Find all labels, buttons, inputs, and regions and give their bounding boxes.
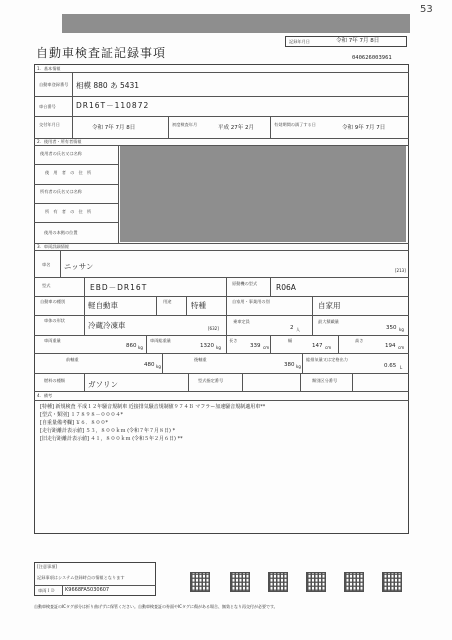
vehicle-kind-value: 軽自動車 [88,301,118,310]
user-address-label: 使 用 者 の 住 所 [45,170,92,175]
width-unit: cm [325,345,332,350]
document-title: 自動車検査証記録事項 [36,46,167,60]
length-unit: cm [263,345,270,350]
qr-code-5 [344,572,364,592]
reg-number-value: 相模 880 あ 5431 [76,81,140,90]
redacted-header-block [62,14,410,33]
engine-model-value: R06A [276,283,296,292]
vehicle-weight-unit: kg [138,345,143,350]
vehicle-id-value: K9668FA5030607 [65,587,110,593]
footer-note: 自動車検査証のICタグ部分は折り曲げずに保管ください。自動車検査証の券面やICタグに傷がある場合、無効となり再交付が必要です。 [34,604,278,609]
remarks-block [40,403,265,443]
displacement-value: 0.65 [384,363,397,369]
remarks-line: [型式・類別] １７８９８－０００４* [40,412,123,418]
maker-value: ニッサン [64,262,94,271]
expiry-date-value: 令和 9年 7月 7日 [342,125,386,131]
user-name-label: 使用者の氏名又は名称 [40,151,82,156]
base-location-label: 使用の本拠の位置 [44,230,78,235]
private-business-value: 自家用 [318,301,341,310]
main-frame [34,64,409,534]
displacement-label: 総排気量又は定格出力 [306,357,348,362]
maker-code: [213] [395,268,406,273]
engine-model-label: 原動機の型式 [232,281,258,286]
use-label: 用途 [163,299,172,304]
first-registration-label: 初度検査年月 [172,122,198,127]
body-shape-label: 車体の形状 [44,318,65,323]
fuel-type-label: 燃料の種類 [44,378,65,383]
capacity-value: 2 [290,325,294,331]
remarks-line: [走行距離計表示値] ５３，８００ｋｍ (令和７年７月８日) * [40,428,176,434]
width-label: 幅 [288,338,293,343]
fuel-type-value: ガソリン [88,380,118,389]
vehicle-weight-value: 860 [126,343,137,349]
qr-code-6 [382,572,402,592]
section3-title: 3．車両詳細情報 [37,244,69,249]
gross-weight-label: 車両総重量 [150,338,171,343]
document-number: 040626003961 [352,55,392,61]
rear-axle-unit: kg [296,364,301,369]
body-shape-code: [632] [208,326,219,331]
height-unit: cm [398,345,405,350]
qr-code-2 [230,572,250,592]
front-axle-value: 480 [144,362,155,368]
page-number: 53 [420,4,433,15]
model-value: EBD－DR16T [90,283,148,292]
section1-title: 1．基本情報 [37,66,61,71]
owner-address-label: 所 有 者 の 住 所 [45,209,92,214]
capacity-label: 乗車定員 [233,319,250,324]
front-axle-unit: kg [156,364,161,369]
height-label: 高さ [355,338,364,343]
displacement-unit: L [400,365,403,370]
section2-title: 2．使用者・所有者情報 [37,139,82,144]
type-approval-label: 型式指定番号 [198,378,224,383]
class-number-label: 類別区分番号 [312,378,338,383]
expiry-date-label: 有効期間の満了する日 [274,122,316,127]
max-load-value: 350 [386,325,397,331]
redacted-owner-info [120,146,406,242]
owner-name-label: 所有者の氏名又は名称 [40,189,82,194]
length-label: 長さ [229,338,238,343]
qr-code-3 [268,572,288,592]
height-value: 194 [385,343,396,349]
reg-number-label: 自動車登録番号 [39,82,69,87]
max-load-label: 最大積載量 [318,319,339,324]
max-load-unit: kg [399,327,404,332]
issue-date-value: 令和 7年 7月 8日 [336,38,380,44]
width-value: 147 [312,343,323,349]
remarks-line: [自重量備考欄] ￥６．８００* [40,420,108,426]
first-registration-value: 平成 27年 2月 [218,125,254,131]
chassis-number-value: DR16T－110872 [76,101,150,110]
vehicle-weight-label: 車両重量 [44,338,61,343]
section4-title: 4．備考 [37,393,53,398]
qr-code-4 [306,572,326,592]
private-business-label: 自家用・事業用の別 [232,299,270,304]
remarks-line: [特種] 新規検査 平成１２年騒音規制車 近接排気騒音規制値９７４Ｂ マフラー加速騒音規制適用車** [40,404,266,410]
notice-title: [注意事項] [37,564,58,569]
gross-weight-value: 1320 [200,343,214,349]
front-axle-label: 前軸重 [66,357,79,362]
qr-code-1 [190,572,210,592]
capacity-unit: 人 [296,327,300,332]
vehicle-kind-label: 自動車の種別 [40,299,66,304]
maker-label: 車名 [42,262,51,267]
use-value: 特種 [191,301,206,310]
issue-date-label: 記録年月日 [289,39,310,44]
model-label: 型式 [42,283,51,288]
rear-axle-value: 380 [284,362,295,368]
issued-date-value: 令和 7年 7月 8日 [92,125,136,131]
rear-axle-label: 後軸重 [194,357,207,362]
issued-date-label: 交付年月日 [39,122,60,127]
vehicle-id-label: 車両ＩＤ [38,588,55,593]
body-shape-value: 冷蔵冷凍車 [88,321,126,330]
length-value: 339 [250,343,261,349]
notice-line: 記録事項はシステム登録時点の情報となります [37,575,125,580]
gross-weight-unit: kg [216,345,221,350]
remarks-line: [旧走行距離計表示値] ４１，８００ｋｍ (令和５年２月６日) ** [40,436,183,442]
chassis-number-label: 車台番号 [39,104,56,109]
